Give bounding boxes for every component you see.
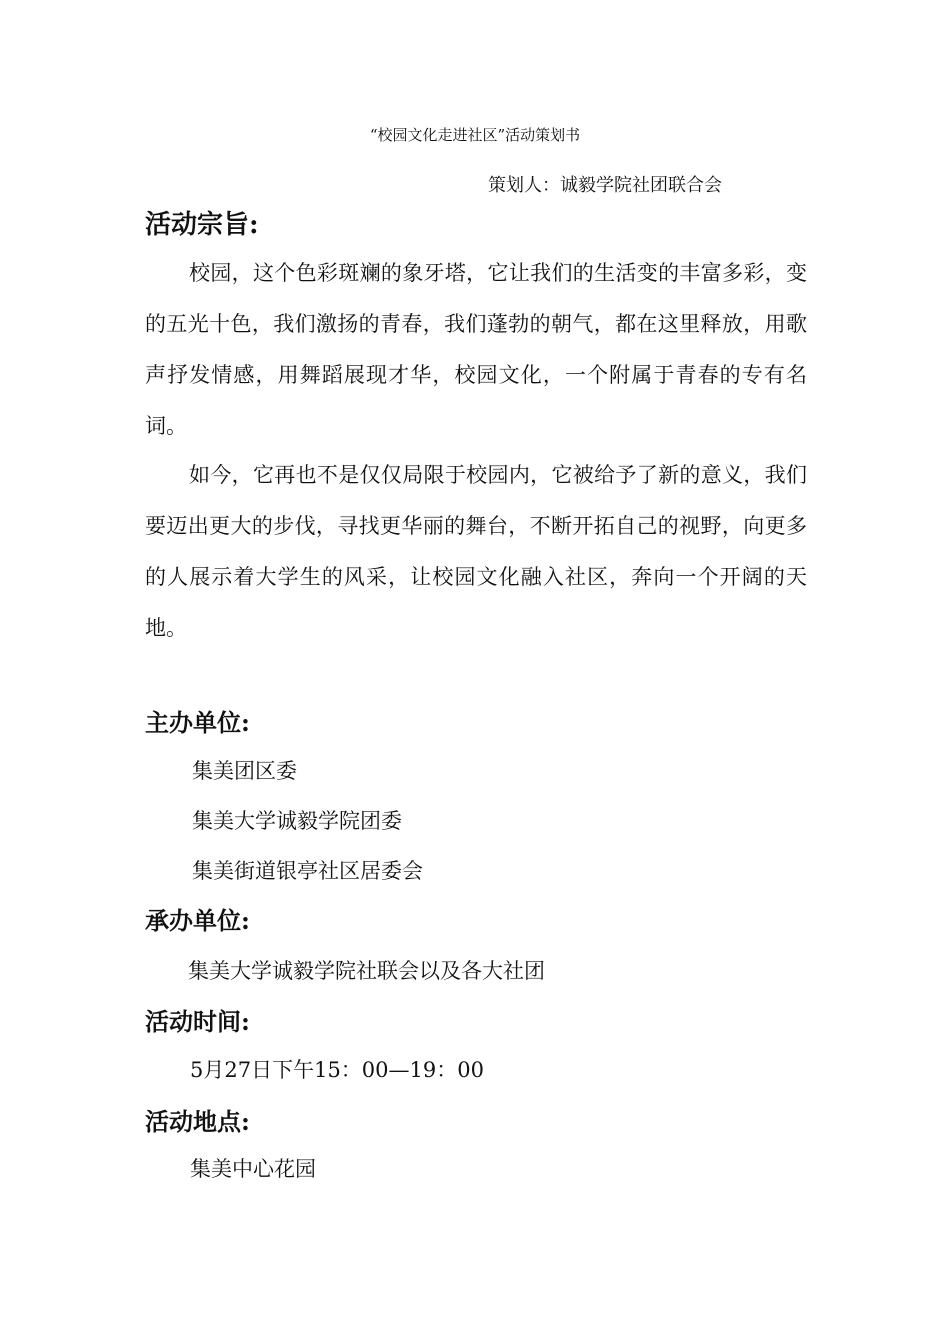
organizer-item: 集美大学诚毅学院团委 (192, 809, 402, 833)
location-value: 集美中心花园 (190, 1157, 316, 1181)
organizers-heading: 主办单位: (145, 708, 250, 737)
co-organizers-heading: 承办单位: (145, 906, 250, 935)
organizer-item: 集美街道银亭社区居委会 (192, 859, 423, 883)
purpose-paragraph-1: 校园，这个色彩斑斓的象牙塔，它让我们的生活变的丰富多彩，变的五光十色，我们激扬的青春，我们蓬勃的朝气，都在这里释放，用歌声抒发情感，用舞蹈展现才华，校园文化，一个附属于青春的专有名词。 (145, 261, 807, 438)
time-heading: 活动时间: (145, 1007, 250, 1036)
purpose-heading: 活动宗旨: (145, 210, 259, 240)
time-value: 5月27日下午15：00—19：00 (190, 1058, 484, 1082)
organizer-item: 集美团区委 (192, 759, 297, 783)
purpose-paragraph-2: 如今，它再也不是仅仅局限于校园内，它被给予了新的意义，我们要迈出更大的步伐，寻找更华丽的舞台，不断开拓自己的视野，向更多的人展示着大学生的风采，让校园文化融入社区，奔向一个开阔的天地。 (145, 463, 807, 640)
planner-line: 策划人：诚毅学院社团联合会 (488, 175, 722, 196)
document-title: “校园文化走进社区”活动策划书 (369, 126, 581, 144)
co-organizer-item: 集美大学诚毅学院社联会以及各大社团 (188, 959, 545, 983)
location-heading: 活动地点: (145, 1107, 250, 1136)
